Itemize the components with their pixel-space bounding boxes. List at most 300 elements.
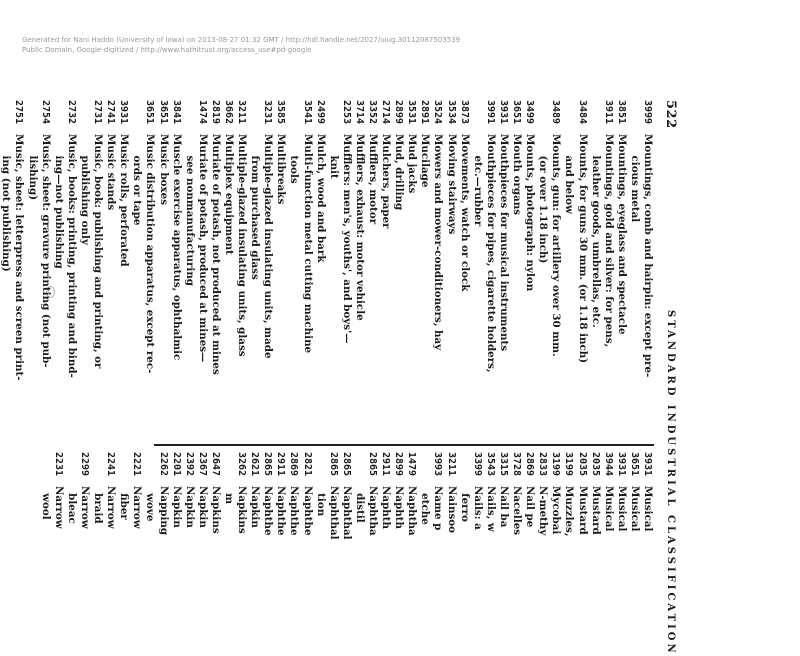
index-term: Mulchers, paper	[380, 134, 393, 229]
index-entry	[615, 452, 628, 600]
index-entry	[209, 100, 222, 436]
index-term: Napkins	[209, 486, 222, 534]
sic-code: 2035	[576, 452, 588, 477]
index-term: Musical	[615, 486, 628, 532]
index-entry	[117, 452, 130, 600]
sic-code: 3714	[353, 100, 365, 125]
sic-code: 3399	[471, 452, 483, 477]
index-term: m	[223, 486, 235, 505]
index-entry	[52, 100, 65, 436]
sic-code: 1474	[196, 100, 208, 125]
sic-code	[287, 100, 300, 134]
index-entry	[235, 452, 248, 600]
index-entry	[274, 100, 287, 436]
index-entry	[458, 452, 471, 600]
sic-code	[52, 100, 65, 134]
left-column	[0, 100, 654, 436]
index-entry	[445, 100, 458, 436]
index-entry	[458, 100, 471, 436]
index-entry	[39, 452, 52, 600]
index-term: distil	[353, 486, 366, 523]
sic-code	[183, 100, 196, 134]
index-entry	[143, 100, 156, 436]
index-entry	[497, 452, 510, 600]
index-term: Mounts, photograph: nylon	[524, 134, 537, 292]
index-entry	[314, 452, 327, 600]
scanned-page	[0, 100, 680, 656]
index-entry	[615, 100, 628, 436]
index-term: from purchased glass	[249, 134, 262, 280]
index-term: Multiplex equipment	[223, 134, 235, 255]
index-entry	[628, 100, 641, 436]
index-entry	[170, 100, 183, 436]
index-term: Mufflers, exhaust: motor vehicle	[353, 134, 366, 321]
index-entry	[431, 100, 444, 436]
index-term: Narrow	[52, 486, 65, 529]
index-term: publishing only	[78, 134, 91, 245]
index-entry	[274, 452, 287, 600]
right-column	[39, 452, 654, 600]
sic-code	[536, 100, 549, 134]
index-entry	[222, 452, 235, 600]
sic-code: 3662	[223, 100, 234, 125]
sic-code: 3499	[524, 100, 536, 125]
index-term: Naphth	[393, 486, 406, 530]
index-term: Naphthe	[301, 486, 314, 536]
sic-code: 3585	[275, 100, 287, 125]
sic-code: 3231	[262, 100, 274, 125]
sic-code: 3262	[236, 452, 248, 477]
sic-code	[222, 452, 235, 486]
sic-code	[248, 100, 261, 134]
sic-code	[327, 100, 340, 134]
index-entry	[392, 100, 405, 436]
index-entry	[327, 452, 340, 600]
index-entry	[340, 452, 353, 600]
sic-code: 2911	[380, 452, 392, 477]
index-entry	[183, 452, 196, 600]
index-term: Muzzles,	[563, 486, 576, 537]
sic-code: 2647	[209, 452, 221, 477]
sic-code: 2751	[13, 100, 25, 125]
index-term: Mulch, wood and bark	[314, 134, 327, 263]
index-entry	[353, 452, 366, 600]
sic-code: 3931	[615, 452, 627, 477]
index-term: Nacelles	[511, 486, 524, 536]
sic-code	[130, 100, 143, 134]
index-entry	[209, 452, 222, 600]
sic-code: 3851	[615, 100, 627, 125]
index-entry	[327, 100, 340, 436]
column-divider	[154, 444, 654, 446]
sic-code: 2367	[196, 452, 208, 477]
sic-code: 3991	[484, 100, 496, 125]
index-entry	[65, 452, 78, 600]
index-term: wove	[144, 486, 157, 522]
sic-code: 3993	[432, 452, 444, 477]
index-entry	[52, 452, 65, 600]
index-term: ing—not publishing	[52, 134, 65, 269]
sic-code: 2499	[314, 100, 326, 125]
sic-code: 2899	[393, 100, 405, 125]
index-term: Musical	[642, 486, 654, 532]
sic-code: 2714	[380, 100, 392, 125]
index-entry	[170, 452, 183, 600]
index-term: Nail ba	[497, 486, 510, 528]
index-term: braid	[92, 486, 105, 524]
index-term: Nail pe	[524, 486, 537, 528]
index-entry	[589, 100, 602, 436]
sic-code	[589, 100, 602, 134]
sic-code: 3873	[458, 100, 470, 125]
index-term: Music, books: printing, printing and bind-	[65, 134, 78, 378]
index-term: Mustard	[576, 486, 589, 535]
index-term: N-methy	[537, 486, 550, 536]
index-term: fiber	[118, 486, 131, 520]
index-term: Music, sheet: gravure printing (not pub-	[39, 134, 52, 368]
sic-code: 2865	[327, 452, 339, 477]
index-term: ords or tape	[131, 134, 144, 226]
index-entry	[156, 100, 169, 436]
index-term: Napkin	[196, 486, 209, 528]
sic-code: 3534	[445, 100, 457, 125]
index-entry	[143, 452, 156, 600]
index-entry	[445, 452, 458, 600]
index-entry	[104, 452, 117, 600]
sic-code	[91, 452, 104, 486]
index-term: Music stands	[105, 134, 118, 211]
sic-code: 3211	[236, 100, 248, 125]
index-entry	[156, 452, 169, 600]
index-term: Music boxes	[157, 134, 170, 206]
index-entry	[484, 100, 497, 436]
index-term: leather goods, umbrellas, etc.	[589, 134, 602, 328]
sic-code: 2833	[537, 452, 549, 477]
sic-code: 3199	[563, 452, 575, 477]
index-entry	[549, 452, 562, 600]
sic-code: 3911	[602, 100, 614, 125]
sic-code: 2869	[288, 452, 300, 477]
sic-code: 2621	[249, 452, 261, 477]
index-entry	[562, 452, 575, 600]
index-entry	[641, 100, 654, 436]
index-term: Mouthpieces for musical instruments	[497, 134, 510, 352]
sic-code: 3841	[170, 100, 182, 125]
index-term: see nonmanufacturing	[183, 134, 196, 287]
sic-code: 3931	[497, 100, 509, 125]
index-entry	[431, 452, 444, 600]
index-entry	[628, 452, 641, 600]
index-entry	[405, 452, 418, 600]
index-term: Muriate of potash, produced at mines—	[196, 134, 209, 363]
index-term: Music rolls, perforated	[118, 134, 131, 267]
sic-code: 2299	[78, 452, 90, 477]
sic-code: 3728	[511, 452, 523, 477]
index-term: Mud jacks	[406, 134, 419, 194]
index-term: Narrow	[105, 486, 118, 529]
sic-code	[314, 452, 327, 486]
index-term: Music, sheet: letterpress and screen print-	[13, 134, 26, 381]
sic-code: 2899	[393, 452, 405, 477]
sic-code: 3651	[157, 100, 169, 125]
sic-code: 2865	[340, 452, 352, 477]
sic-code: 2262	[157, 452, 169, 477]
index-term: Naphtha	[406, 486, 419, 536]
index-entry	[641, 452, 654, 600]
page-number: 522	[663, 100, 678, 129]
index-term: wool	[39, 486, 52, 520]
index-term: Mufflers, motor	[367, 134, 380, 225]
index-term: Multiple-glazed insulating units, glass	[236, 134, 249, 357]
index-entry	[523, 100, 536, 436]
index-term: Muriate of potash, not produced at mines	[209, 134, 222, 375]
sic-code: 2819	[209, 100, 221, 125]
index-entry	[248, 452, 261, 600]
sic-code	[65, 452, 78, 486]
index-entry	[536, 100, 549, 436]
index-term: lishing)	[26, 134, 39, 201]
sic-code: 2911	[275, 452, 287, 477]
index-term: Mucilage	[419, 134, 432, 188]
index-entry	[575, 452, 588, 600]
sic-code	[562, 100, 575, 134]
index-entry	[300, 452, 313, 600]
sic-code: 2392	[183, 452, 195, 477]
sic-code: 2231	[52, 452, 64, 477]
sic-code: 1479	[406, 452, 418, 477]
sic-code	[353, 452, 366, 486]
index-term: cious metal	[628, 134, 641, 223]
index-term: Mountings, comb and hairpin: except pre-	[642, 134, 654, 378]
index-term: Multi-function metal cutting machine	[301, 134, 314, 354]
index-entry	[562, 100, 575, 436]
index-entry	[366, 100, 379, 436]
index-term: Moving stairways	[445, 134, 458, 235]
index-term: bleac	[65, 486, 78, 524]
index-entry	[589, 452, 602, 600]
index-term: Mustard	[589, 486, 602, 535]
index-entry	[117, 100, 130, 436]
index-term: Naphthe	[275, 486, 288, 536]
sic-code: 2201	[170, 452, 182, 477]
rotated-page-content	[0, 100, 680, 656]
index-entry	[261, 452, 274, 600]
index-term: Naphthal	[327, 486, 340, 540]
index-term: Napkin	[183, 486, 196, 528]
sic-code: 2754	[39, 100, 51, 125]
index-entry	[130, 452, 143, 600]
sic-code: 2865	[367, 452, 379, 477]
sic-code: 3484	[576, 100, 588, 125]
index-term: Napkin	[249, 486, 262, 528]
index-entry	[78, 100, 91, 436]
index-entry	[12, 100, 25, 436]
sic-code: 2221	[131, 452, 143, 477]
sic-code	[0, 100, 12, 134]
sic-code	[78, 100, 91, 134]
index-entry	[91, 100, 104, 436]
index-term: ferro	[458, 486, 471, 522]
index-entry	[261, 100, 274, 436]
sic-code: 2731	[92, 100, 104, 125]
index-term: (or over 1.18 inch)	[537, 134, 550, 264]
index-entry	[523, 452, 536, 600]
index-entry	[602, 452, 615, 600]
sic-code: 2865	[262, 452, 274, 477]
index-term: Mouthpieces for pipes, cigarette holders,	[484, 134, 497, 373]
index-term: etc.—rubber	[471, 134, 484, 227]
sic-code: 2821	[301, 452, 313, 477]
index-term: Naphth	[380, 486, 393, 530]
running-head: STANDARD INDUSTRIAL CLASSIFICATION	[665, 310, 676, 656]
sic-code	[117, 452, 130, 486]
index-term: Mycobai	[550, 486, 563, 535]
index-entry	[575, 100, 588, 436]
index-term: Muscle exercise apparatus, ophthalmic	[170, 134, 183, 361]
index-entry	[91, 452, 104, 600]
index-term: Multibreaks	[275, 134, 288, 205]
sic-code: 3944	[602, 452, 614, 477]
index-term: etche	[419, 486, 432, 525]
sic-code: 3489	[550, 100, 562, 125]
index-term: Naphthe	[262, 486, 275, 536]
index-entry	[497, 100, 510, 436]
index-term: Music, book: publishing and printing, or	[92, 134, 105, 369]
index-entry	[379, 100, 392, 436]
index-term: and below	[563, 134, 576, 214]
index-entry	[287, 452, 300, 600]
index-entry	[340, 100, 353, 436]
index-entry	[392, 452, 405, 600]
index-term: Multiple-glazed insulating units, made	[262, 134, 275, 359]
index-entry	[183, 100, 196, 436]
index-term: tion	[314, 486, 327, 517]
index-term: Musical	[602, 486, 615, 532]
sic-code	[26, 100, 39, 134]
sic-code: 3931	[118, 100, 130, 125]
sic-code: 2869	[524, 452, 536, 477]
sic-code: 3531	[406, 100, 418, 125]
sic-code	[458, 452, 471, 486]
index-term: Nails: a	[471, 486, 484, 530]
index-entry	[248, 100, 261, 436]
index-term: Name p	[432, 486, 445, 531]
sic-code	[628, 100, 641, 134]
sic-code: 3524	[432, 100, 444, 125]
sic-code: 2891	[419, 100, 431, 125]
index-entry	[484, 452, 497, 600]
sic-code: 3999	[642, 100, 653, 125]
sic-code: 3352	[367, 100, 379, 125]
sic-code: 2253	[340, 100, 352, 125]
index-term: Naphtha	[367, 486, 380, 536]
index-term: Naphthe	[288, 486, 301, 536]
index-term: knit	[327, 134, 340, 179]
index-entry	[602, 100, 615, 436]
index-entry	[196, 100, 209, 436]
index-entry	[510, 452, 523, 600]
index-term: Naphthal	[340, 486, 353, 540]
index-term: tools	[288, 134, 301, 184]
index-term: Mufflers: men's, youths', and boys'—	[340, 134, 353, 344]
sic-code	[39, 452, 52, 486]
index-term: Nails, w	[484, 486, 497, 532]
index-term: Mud, drilling	[393, 134, 406, 211]
index-term: Musical	[628, 486, 641, 532]
index-term: Music distribution apparatus, except rec-	[144, 134, 157, 374]
index-entry	[104, 100, 117, 436]
index-term: Narrow	[78, 486, 91, 529]
index-entry	[471, 100, 484, 436]
sic-code: 3651	[511, 100, 523, 125]
index-entry	[300, 100, 313, 436]
index-term: Mountings, eyeglass and spectacle	[615, 134, 628, 335]
sic-code: 3543	[484, 452, 496, 477]
index-term: Narrow	[131, 486, 144, 529]
index-term: Movements, watch or clock	[458, 134, 471, 292]
index-term: Mowers and mower-conditioners, hay	[432, 134, 445, 351]
index-entry	[549, 100, 562, 436]
sic-code: 3931	[642, 452, 653, 477]
index-term: Nainsoo	[445, 486, 458, 534]
index-term: Mountings, gold and silver: for pens,	[602, 134, 615, 348]
index-entry	[379, 452, 392, 600]
index-entry	[287, 100, 300, 436]
index-entry	[536, 452, 549, 600]
index-entry	[78, 452, 91, 600]
index-entry	[0, 100, 12, 436]
sic-code: 2035	[589, 452, 601, 477]
sic-code	[471, 100, 484, 134]
index-entry	[26, 100, 39, 436]
index-term: Mouth organs	[511, 134, 524, 216]
index-term: Napping	[157, 486, 170, 536]
sic-code: 3651	[628, 452, 640, 477]
sic-code	[143, 452, 156, 486]
sic-code: 3541	[301, 100, 313, 125]
index-term: ing (not publishing)	[0, 134, 13, 272]
index-entry	[314, 100, 327, 436]
index-entry	[510, 100, 523, 436]
index-term: Mounts, gun: for artillery over 30 mm.	[550, 134, 563, 357]
sic-code: 3211	[445, 452, 457, 477]
sic-code	[418, 452, 431, 486]
index-entry	[65, 100, 78, 436]
index-entry	[39, 100, 52, 436]
index-entry	[235, 100, 248, 436]
index-term: Mounts, for guns 30 mm. (or 1.18 inch)	[576, 134, 589, 364]
sic-code: 2741	[105, 100, 117, 125]
index-entry	[130, 100, 143, 436]
index-entry	[366, 452, 379, 600]
index-entry	[418, 100, 431, 436]
digitization-header-line-1: Generated for Nani Haddo (University of Iowa) on 2013-08-27 01:32 GMT / http://hdl.handle.net/2027/uiug.30112087503539	[22, 36, 461, 44]
index-term: Napkins	[236, 486, 249, 534]
sic-code: 3315	[497, 452, 509, 477]
index-entry	[471, 452, 484, 600]
sic-code: 2732	[65, 100, 77, 125]
digitization-header-line-2: Public Domain, Google-digitized / http://www.hathitrust.org/access_use#pd-google	[22, 46, 312, 54]
index-entry	[405, 100, 418, 436]
sic-code: 3199	[550, 452, 562, 477]
index-term: Napkin	[170, 486, 183, 528]
index-entry	[418, 452, 431, 600]
index-entry	[196, 452, 209, 600]
index-entry	[222, 100, 235, 436]
sic-code: 2241	[105, 452, 117, 477]
index-entry	[353, 100, 366, 436]
sic-code: 3651	[144, 100, 156, 125]
